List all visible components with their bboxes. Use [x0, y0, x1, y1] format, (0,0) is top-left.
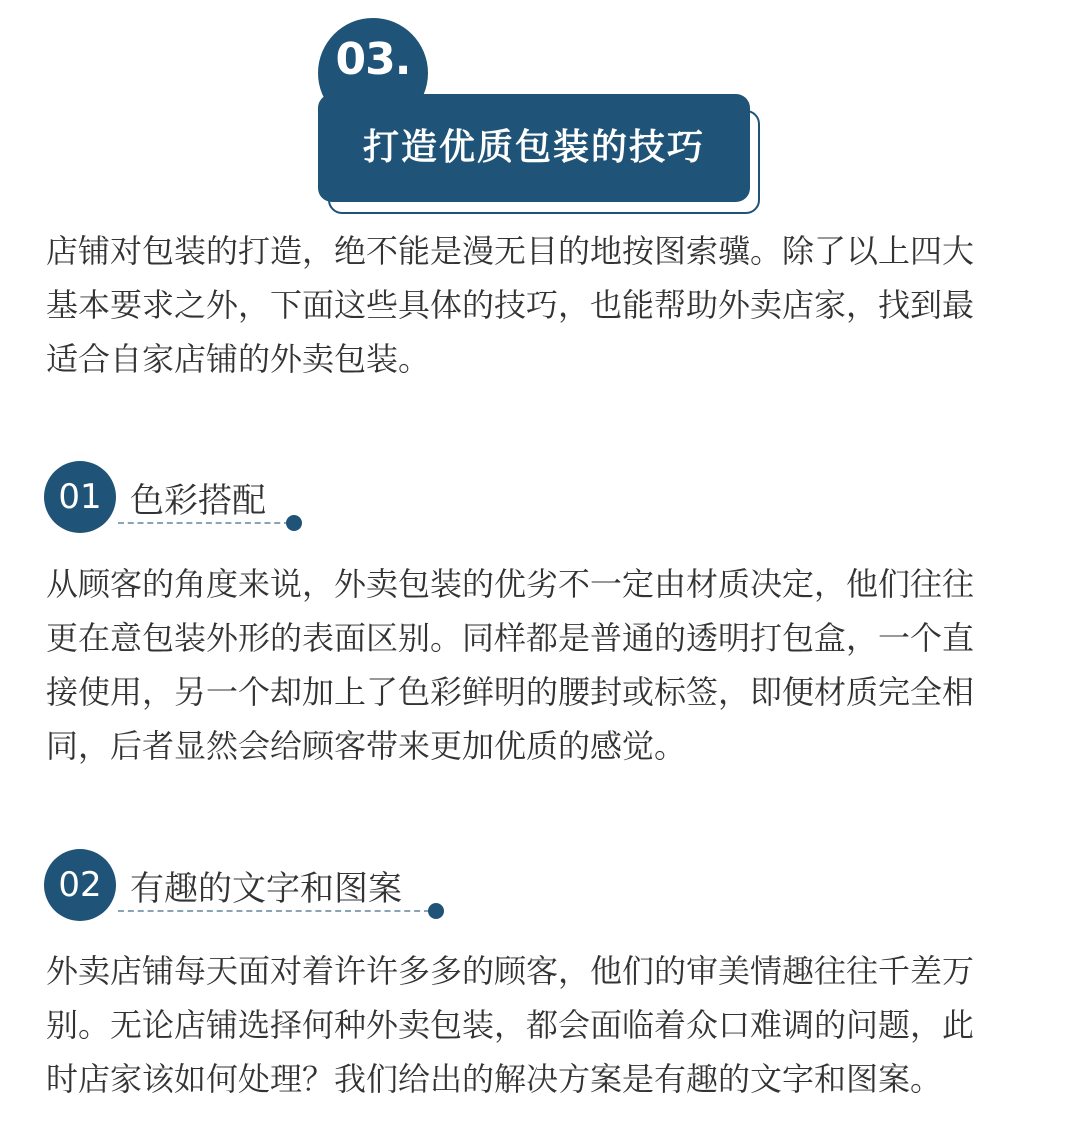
subheading-1-dashed-line [118, 522, 290, 524]
subheading-1-title: 色彩搭配 [130, 481, 266, 521]
subheading-2-title: 有趣的文字和图案 [130, 869, 402, 909]
header-title: 打造优质包装的技巧 [362, 127, 705, 168]
section-2-paragraph: 外卖店铺每天面对着许许多多的顾客，他们的审美情趣往往千差万 别。无论店铺选择何种外卖包装，都会面临着众口难调的问题，此 时店家该如何处理？我们给出的解决方案是有趣的文字和图案。 [46, 952, 975, 1098]
subheading-2 [44, 849, 464, 929]
section-header [316, 18, 766, 204]
section-1-paragraph: 从顾客的角度来说，外卖包装的优劣不一定由材质决定，他们往往 更在意包装外形的表面区别。同样都是普通的透明打包盒，一个直 接使用，另一个却加上了色彩鲜明的腰封或标签，即便材质完全相 同，后者显然会给顾客带来更加优质的感觉。 [46, 565, 975, 765]
subheading-1 [44, 461, 464, 541]
subheading-1-dot [286, 515, 302, 531]
subheading-2-number: 02 [44, 849, 116, 921]
intro-paragraph: 店铺对包装的打造，绝不能是漫无目的地按图索骥。除了以上四大 基本要求之外，下面这些具体的技巧，也能帮助外卖店家，找到最 适合自家店铺的外卖包装。 [46, 232, 975, 378]
header-number: 03. [335, 34, 411, 85]
subheading-2-dashed-line [118, 910, 430, 912]
subheading-2-dot [428, 903, 444, 919]
subheading-1-number: 01 [44, 461, 116, 533]
